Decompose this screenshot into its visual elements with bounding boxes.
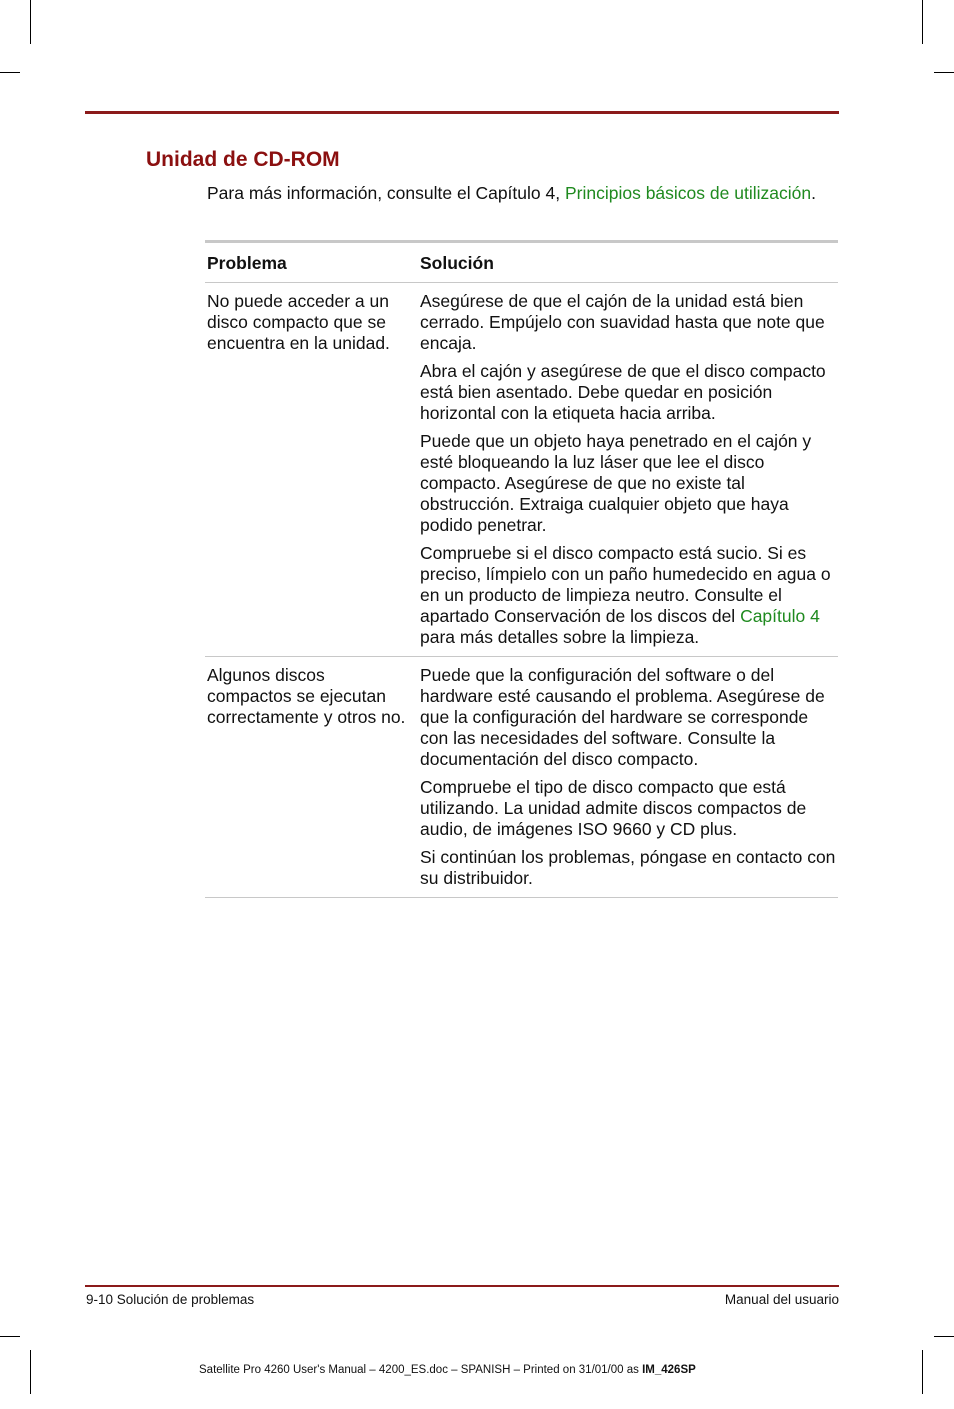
footer-manual-label: Manual del usuario [724,1292,839,1307]
crop-mark [0,1336,20,1337]
crop-mark [934,1336,954,1337]
solution-cell [416,283,838,657]
problem-cell: Algunos discos compactos se ejecutan correctamente y otros no. [205,657,416,898]
intro-link[interactable]: Principios básicos de utilización [564,183,812,203]
table-row [205,657,838,898]
crop-mark [934,72,954,73]
solution-paragraph [420,543,836,648]
intro-paragraph [207,183,817,204]
solution-paragraph: Puede que la configuración del software o del hardware esté causando el problema. Asegúrese de que la configuración del hardware se corresponde con las necesidades del software. Consulte la documentación del disco compacto. [420,665,825,769]
crop-mark [0,72,20,73]
crop-mark [922,1350,923,1394]
crop-mark [30,0,31,44]
table-row [205,283,838,657]
intro-text: Para más información, consulte el Capítulo 4, [207,183,565,203]
header-problem: Problema [205,242,416,283]
crop-mark [30,1350,31,1394]
print-info-text: Satellite Pro 4260 User's Manual – 4200_ES.doc – SPANISH – Printed on 31/01/00 as [199,1364,643,1376]
solution-paragraph: Compruebe el tipo de disco compacto que está utilizando. La unidad admite discos compactos de audio, de imágenes ISO 9660 y CD plus. [420,777,807,839]
chapter-link[interactable]: Capítulo 4 [740,606,820,626]
crop-mark [922,0,923,44]
solution-paragraph: Si continúan los problemas, póngase en contacto con su distribuidor. [420,847,836,888]
print-info [199,1364,696,1376]
intro-text-end: . [811,183,816,203]
footer-rule [85,1285,839,1287]
troubleshooting-table [205,240,838,898]
solution-text-end: para más detalles sobre la limpieza. [420,627,700,647]
solution-cell [416,657,838,898]
table-header-row [205,242,838,283]
problem-cell: No puede acceder a un disco compacto que se encuentra en la unidad. [205,283,416,657]
print-code: IM_426SP [642,1364,696,1376]
header-solution: Solución [416,242,838,283]
section-title: Unidad de CD-ROM [146,148,340,171]
solution-paragraph: Abra el cajón y asegúrese de que el disco compacto está bien asentado. Debe quedar en posición horizontal con la etiqueta hacia arriba. [420,361,826,423]
footer-page-label: 9-10 Solución de problemas [86,1292,255,1307]
solution-paragraph: Asegúrese de que el cajón de la unidad está bien cerrado. Empújelo con suavidad hasta que note que encaja. [420,291,825,353]
solution-paragraph: Puede que un objeto haya penetrado en el cajón y esté bloqueando la luz láser que lee el disco compacto. Asegúrese de que no existe tal obstrucción. Extraiga cualquier objeto que haya podido penetrar. [420,431,812,535]
solution-text: Compruebe si el disco compacto está sucio. Si es preciso, límpielo con un paño humedecido en agua o en un producto de limpieza neutro. Consulte el apartado Conservación de los discos del [420,543,831,626]
header-rule [85,111,839,114]
